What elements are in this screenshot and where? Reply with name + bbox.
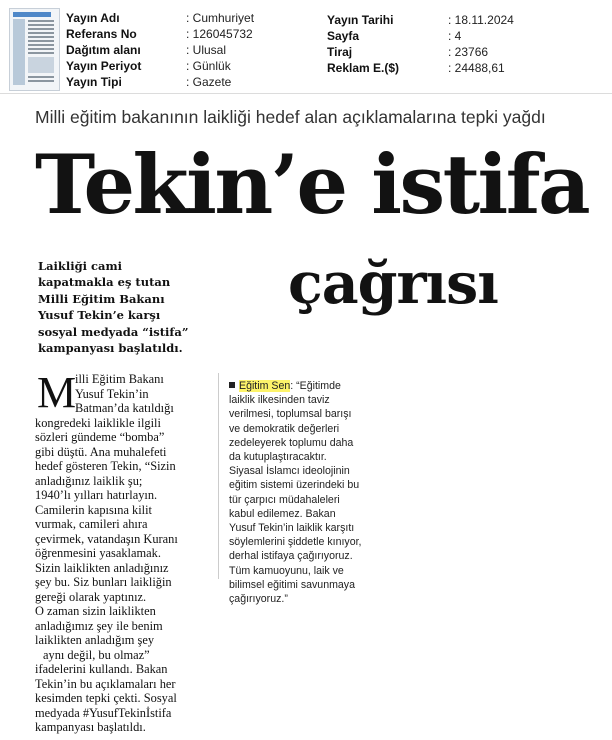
quote-line: Tüm kamuoyunu, laik ve	[229, 564, 344, 577]
body-line: gibi düştü. Ana muhalefeti	[35, 444, 167, 459]
meta-label: Dağıtım alanı	[66, 43, 141, 57]
quote-line: derhal istifaya çağırıyoruz.	[229, 550, 353, 563]
bullet-icon	[229, 382, 235, 388]
body-line: şey bu. Siz bunları laikliğin	[35, 575, 172, 589]
quote-line: laiklik ilkesinden taviz	[229, 394, 330, 407]
meta-label: Yayın Periyot	[66, 59, 142, 73]
quote-line: kabul edilemez. Bakan	[229, 507, 336, 520]
body-line: aynı değil, bu olmaz”	[43, 647, 150, 662]
body-line: çevirmek, vatandaşın Kuranı	[35, 531, 178, 546]
meta-label: Sayfa	[327, 29, 360, 43]
meta-label: Yayın Tarihi	[327, 13, 394, 27]
body-line: Batman’da katıldığı	[75, 401, 174, 415]
body-line: ifadelerini kullandı. Bakan	[35, 662, 168, 676]
lead-line: kampanyası başlatıldı.	[38, 341, 183, 356]
body-line: 1940’lı yılları hatırlayın.	[35, 488, 158, 502]
body-line: Yusuf Tekin’in	[75, 386, 149, 401]
meta-value: : Günlük	[186, 59, 231, 73]
body-line: O zaman sizin laiklikten	[35, 604, 156, 618]
quote-line: verilmesi, toplumsal barışı	[229, 408, 352, 421]
body-line: öğrenmesini yasaklamak.	[35, 546, 161, 560]
lead-line: sosyal medyada “istifa”	[38, 324, 189, 339]
body-line: kongredeki laiklikle ilgili	[35, 415, 161, 430]
meta-value: : Gazete	[186, 75, 232, 89]
lead-line: Laikliği cami	[38, 259, 123, 273]
body-line: gereği olarak yaptınız.	[35, 589, 147, 604]
meta-label: Referans No	[66, 27, 137, 41]
meta-value: : 23766	[448, 45, 489, 59]
body-line: Sizin laiklikten anladığınız	[35, 560, 169, 575]
body-line: sözleri gündeme “bomba”	[35, 430, 165, 444]
meta-value: : 4	[448, 29, 462, 43]
quote-box	[229, 379, 409, 606]
quote-line: söylemlerini şiddetle kınıyor,	[229, 536, 362, 549]
article-body	[35, 368, 240, 735]
body-line: kampanyası başlatıldı.	[35, 720, 146, 734]
body-line: kesimden tepki çekti. Sosyal	[35, 691, 177, 705]
body-line: medyada #YusufTekinİstifa	[35, 705, 172, 720]
body-line: anladığımız şey ile benim	[35, 618, 163, 633]
quote-line: eğitim sistemi üzerindeki bu	[229, 479, 360, 492]
article-kicker: Milli eğitim bakanının laikliği hedef alan açıklamalarına tepki yağdı	[35, 107, 546, 127]
quote-line: Siyasal İslamcı ideolojinin	[229, 465, 350, 478]
clipping-metadata	[0, 0, 612, 92]
meta-value: : 126045732	[186, 27, 253, 41]
divider	[0, 93, 612, 94]
lead-line: Yusuf Tekin’e karşı	[38, 308, 161, 323]
quote-line: bilimsel eğitimi savunmaya	[229, 578, 355, 591]
meta-label: Tiraj	[327, 45, 353, 59]
body-line: illi Eğitim Bakanı	[75, 372, 164, 386]
lead-line: kapatmakla eş tutan	[38, 275, 171, 290]
quote-line: ve demokratik değerleri	[229, 422, 340, 435]
quote-line: zedeleyerek toplumu daha	[229, 436, 354, 449]
body-line: vurmak, camileri ahıra	[35, 517, 148, 531]
quote-line: da kutuplaştıracaktır.	[229, 451, 327, 464]
quote-line: çağırıyoruz.”	[229, 593, 288, 606]
drop-cap: M	[37, 368, 77, 417]
quote-org: Eğitim Sen	[239, 380, 291, 392]
article-lead	[38, 258, 268, 356]
body-line: Camilerin kapısına kilit	[35, 502, 153, 517]
meta-value: : 24488,61	[448, 61, 505, 75]
headline-line-1: Tekin’e istifa	[35, 138, 589, 233]
quote-line: tür çarpıcı müdahaleleri	[229, 493, 340, 506]
quote-line: Yusuf Tekin’in laiklik karşıtı	[229, 522, 355, 535]
meta-value: : Cumhuriyet	[186, 11, 255, 25]
meta-label: Yayın Adı	[66, 11, 120, 25]
meta-label: Reklam E.($)	[327, 61, 400, 75]
body-line: anladığınız laiklik şu;	[35, 473, 143, 488]
body-line: Tekin’in bu açıklamaları her	[35, 676, 176, 691]
meta-label: Yayın Tipi	[66, 75, 122, 89]
page-thumbnail[interactable]	[9, 8, 60, 91]
body-line: hedef gösteren Tekin, “Sizin	[35, 459, 176, 473]
meta-value: : 18.11.2024	[448, 13, 514, 27]
meta-value: : Ulusal	[186, 43, 227, 57]
quote-line: : “Eğitimde	[290, 380, 341, 392]
body-line: laiklikten anladığım şey	[35, 633, 155, 647]
headline-line-2: çağrısı	[288, 250, 498, 317]
lead-line: Milli Eğitim Bakanı	[38, 291, 165, 306]
